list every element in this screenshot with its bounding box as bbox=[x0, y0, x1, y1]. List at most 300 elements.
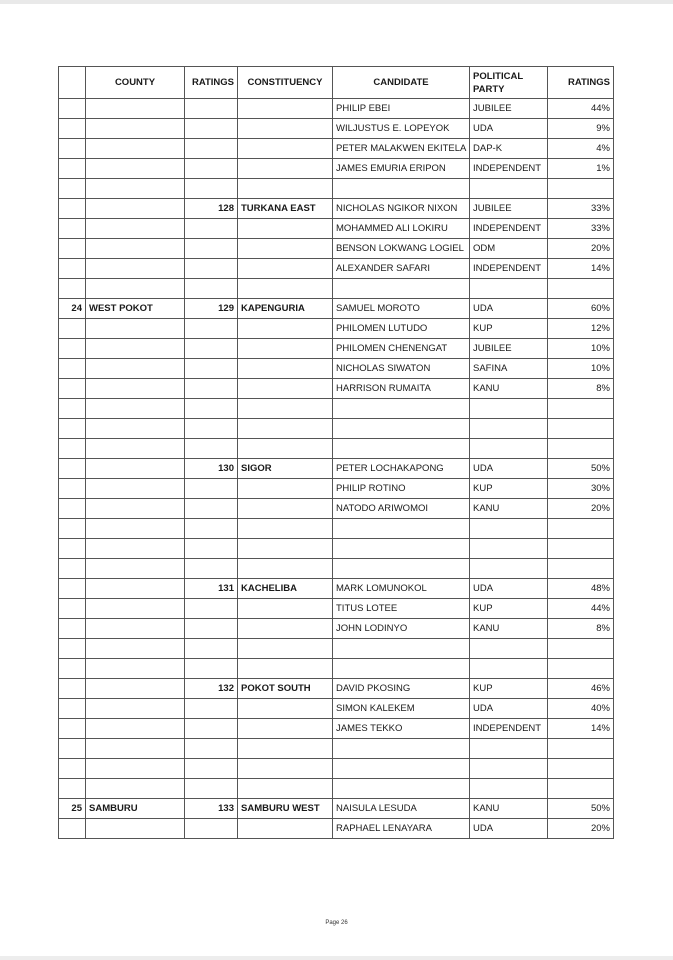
cell-rating bbox=[548, 279, 614, 299]
top-edge-band bbox=[0, 0, 673, 4]
cell-county bbox=[86, 399, 185, 419]
cell-county-ratings bbox=[185, 179, 238, 199]
cell-constituency bbox=[238, 599, 333, 619]
cell-number bbox=[59, 359, 86, 379]
cell-party: KUP bbox=[470, 599, 548, 619]
table-row bbox=[59, 399, 614, 419]
cell-candidate: NAISULA LESUDA bbox=[333, 799, 470, 819]
cell-county-ratings bbox=[185, 359, 238, 379]
table-row bbox=[59, 559, 614, 579]
cell-county-ratings bbox=[185, 819, 238, 839]
cell-candidate bbox=[333, 739, 470, 759]
table-row bbox=[59, 339, 614, 359]
cell-number bbox=[59, 759, 86, 779]
cell-number bbox=[59, 599, 86, 619]
cell-party: SAFINA bbox=[470, 359, 548, 379]
table-body bbox=[59, 99, 614, 839]
table-row bbox=[59, 139, 614, 159]
cell-candidate: NATODO ARIWOMOI bbox=[333, 499, 470, 519]
cell-constituency bbox=[238, 399, 333, 419]
cell-constituency bbox=[238, 559, 333, 579]
cell-county-ratings bbox=[185, 99, 238, 119]
ratings-table bbox=[58, 66, 614, 839]
cell-candidate: MARK LOMUNOKOL bbox=[333, 579, 470, 599]
cell-rating: 14% bbox=[548, 259, 614, 279]
cell-rating: 20% bbox=[548, 499, 614, 519]
cell-county-ratings bbox=[185, 439, 238, 459]
table-row bbox=[59, 599, 614, 619]
cell-county-ratings bbox=[185, 479, 238, 499]
cell-rating bbox=[548, 779, 614, 799]
cell-number bbox=[59, 499, 86, 519]
cell-county-ratings bbox=[185, 739, 238, 759]
cell-constituency bbox=[238, 339, 333, 359]
cell-county: SAMBURU bbox=[86, 799, 185, 819]
cell-rating: 46% bbox=[548, 679, 614, 699]
cell-number bbox=[59, 119, 86, 139]
cell-rating bbox=[548, 419, 614, 439]
cell-county bbox=[86, 119, 185, 139]
cell-rating: 30% bbox=[548, 479, 614, 499]
cell-number bbox=[59, 479, 86, 499]
cell-constituency: SIGOR bbox=[238, 459, 333, 479]
cell-constituency bbox=[238, 539, 333, 559]
cell-party: KANU bbox=[470, 619, 548, 639]
cell-county bbox=[86, 379, 185, 399]
cell-rating: 50% bbox=[548, 459, 614, 479]
cell-candidate: NICHOLAS SIWATON bbox=[333, 359, 470, 379]
cell-candidate: PETER LOCHAKAPONG bbox=[333, 459, 470, 479]
cell-constituency bbox=[238, 659, 333, 679]
cell-county bbox=[86, 599, 185, 619]
cell-rating: 60% bbox=[548, 299, 614, 319]
cell-county-ratings bbox=[185, 219, 238, 239]
table-row bbox=[59, 239, 614, 259]
cell-party: KUP bbox=[470, 679, 548, 699]
table-row bbox=[59, 259, 614, 279]
cell-candidate bbox=[333, 419, 470, 439]
cell-candidate: PETER MALAKWEN EKITELA bbox=[333, 139, 470, 159]
cell-rating: 20% bbox=[548, 819, 614, 839]
cell-party: KANU bbox=[470, 799, 548, 819]
cell-rating bbox=[548, 639, 614, 659]
cell-party: INDEPENDENT bbox=[470, 259, 548, 279]
cell-rating: 12% bbox=[548, 319, 614, 339]
cell-rating: 50% bbox=[548, 799, 614, 819]
cell-candidate: WILJUSTUS E. LOPEYOK bbox=[333, 119, 470, 139]
cell-rating: 33% bbox=[548, 199, 614, 219]
cell-county-ratings bbox=[185, 379, 238, 399]
cell-candidate: NICHOLAS NGIKOR NIXON bbox=[333, 199, 470, 219]
cell-rating: 8% bbox=[548, 379, 614, 399]
cell-party: DAP-K bbox=[470, 139, 548, 159]
cell-candidate: JOHN LODINYO bbox=[333, 619, 470, 639]
cell-constituency bbox=[238, 239, 333, 259]
cell-number bbox=[59, 199, 86, 219]
cell-county bbox=[86, 819, 185, 839]
cell-constituency bbox=[238, 619, 333, 639]
cell-party: UDA bbox=[470, 579, 548, 599]
cell-number bbox=[59, 459, 86, 479]
cell-party bbox=[470, 179, 548, 199]
cell-rating: 44% bbox=[548, 99, 614, 119]
cell-rating: 40% bbox=[548, 699, 614, 719]
cell-candidate: JAMES TEKKO bbox=[333, 719, 470, 739]
cell-county-ratings bbox=[185, 699, 238, 719]
table-row bbox=[59, 459, 614, 479]
cell-party: JUBILEE bbox=[470, 199, 548, 219]
cell-party bbox=[470, 639, 548, 659]
cell-county-ratings bbox=[185, 399, 238, 419]
header-county: COUNTY bbox=[86, 67, 185, 99]
cell-number bbox=[59, 419, 86, 439]
table-row bbox=[59, 479, 614, 499]
cell-constituency: TURKANA EAST bbox=[238, 199, 333, 219]
cell-rating bbox=[548, 739, 614, 759]
cell-number bbox=[59, 319, 86, 339]
cell-county bbox=[86, 359, 185, 379]
cell-county bbox=[86, 439, 185, 459]
cell-county bbox=[86, 479, 185, 499]
cell-constituency: POKOT SOUTH bbox=[238, 679, 333, 699]
cell-county-ratings bbox=[185, 339, 238, 359]
cell-candidate bbox=[333, 559, 470, 579]
table-row bbox=[59, 579, 614, 599]
cell-number bbox=[59, 559, 86, 579]
table-row bbox=[59, 499, 614, 519]
cell-constituency bbox=[238, 159, 333, 179]
cell-county-ratings: 128 bbox=[185, 199, 238, 219]
cell-number bbox=[59, 99, 86, 119]
cell-candidate: PHILOMEN LUTUDO bbox=[333, 319, 470, 339]
cell-county-ratings: 130 bbox=[185, 459, 238, 479]
cell-county bbox=[86, 239, 185, 259]
cell-party bbox=[470, 759, 548, 779]
cell-constituency bbox=[238, 259, 333, 279]
cell-constituency bbox=[238, 139, 333, 159]
cell-county-ratings bbox=[185, 539, 238, 559]
cell-party: UDA bbox=[470, 299, 548, 319]
table-row bbox=[59, 379, 614, 399]
cell-party: UDA bbox=[470, 459, 548, 479]
cell-county-ratings bbox=[185, 659, 238, 679]
table-row bbox=[59, 179, 614, 199]
cell-rating: 8% bbox=[548, 619, 614, 639]
cell-rating bbox=[548, 539, 614, 559]
cell-constituency bbox=[238, 779, 333, 799]
cell-county-ratings bbox=[185, 119, 238, 139]
cell-candidate: BENSON LOKWANG LOGIEL bbox=[333, 239, 470, 259]
cell-candidate bbox=[333, 439, 470, 459]
cell-rating bbox=[548, 519, 614, 539]
cell-county bbox=[86, 659, 185, 679]
cell-candidate: DAVID PKOSING bbox=[333, 679, 470, 699]
cell-county bbox=[86, 679, 185, 699]
table-row bbox=[59, 199, 614, 219]
cell-constituency bbox=[238, 759, 333, 779]
table-row bbox=[59, 619, 614, 639]
cell-county bbox=[86, 579, 185, 599]
cell-constituency bbox=[238, 499, 333, 519]
table-row bbox=[59, 819, 614, 839]
cell-county bbox=[86, 559, 185, 579]
cell-rating bbox=[548, 439, 614, 459]
cell-candidate: PHILOMEN CHENENGAT bbox=[333, 339, 470, 359]
cell-number bbox=[59, 219, 86, 239]
cell-party: INDEPENDENT bbox=[470, 219, 548, 239]
cell-party: INDEPENDENT bbox=[470, 719, 548, 739]
table-row bbox=[59, 659, 614, 679]
cell-constituency: KAPENGURIA bbox=[238, 299, 333, 319]
table-row bbox=[59, 719, 614, 739]
header-party-line1: POLITICAL bbox=[473, 70, 524, 82]
cell-candidate bbox=[333, 659, 470, 679]
cell-county-ratings bbox=[185, 319, 238, 339]
cell-county-ratings bbox=[185, 559, 238, 579]
cell-candidate: PHILIP EBEI bbox=[333, 99, 470, 119]
cell-constituency bbox=[238, 99, 333, 119]
cell-number bbox=[59, 579, 86, 599]
cell-number bbox=[59, 159, 86, 179]
cell-county bbox=[86, 459, 185, 479]
cell-candidate bbox=[333, 179, 470, 199]
table-row bbox=[59, 219, 614, 239]
cell-candidate bbox=[333, 519, 470, 539]
cell-candidate bbox=[333, 779, 470, 799]
cell-rating: 9% bbox=[548, 119, 614, 139]
cell-candidate: RAPHAEL LENAYARA bbox=[333, 819, 470, 839]
cell-party: UDA bbox=[470, 699, 548, 719]
cell-constituency bbox=[238, 439, 333, 459]
cell-constituency bbox=[238, 479, 333, 499]
cell-candidate bbox=[333, 639, 470, 659]
bottom-edge-band bbox=[0, 956, 673, 960]
cell-party: INDEPENDENT bbox=[470, 159, 548, 179]
cell-rating: 33% bbox=[548, 219, 614, 239]
cell-rating: 10% bbox=[548, 359, 614, 379]
cell-constituency bbox=[238, 359, 333, 379]
cell-party: JUBILEE bbox=[470, 339, 548, 359]
cell-county bbox=[86, 339, 185, 359]
table-row bbox=[59, 779, 614, 799]
cell-number bbox=[59, 399, 86, 419]
cell-rating: 14% bbox=[548, 719, 614, 739]
cell-candidate: JAMES EMURIA ERIPON bbox=[333, 159, 470, 179]
cell-constituency bbox=[238, 179, 333, 199]
cell-number bbox=[59, 279, 86, 299]
cell-county-ratings bbox=[185, 619, 238, 639]
cell-constituency bbox=[238, 639, 333, 659]
cell-county-ratings bbox=[185, 759, 238, 779]
cell-county bbox=[86, 139, 185, 159]
cell-party bbox=[470, 279, 548, 299]
cell-number bbox=[59, 639, 86, 659]
cell-constituency bbox=[238, 699, 333, 719]
cell-candidate: SAMUEL MOROTO bbox=[333, 299, 470, 319]
cell-number bbox=[59, 519, 86, 539]
cell-party: UDA bbox=[470, 119, 548, 139]
cell-party bbox=[470, 779, 548, 799]
cell-county-ratings bbox=[185, 279, 238, 299]
cell-number bbox=[59, 259, 86, 279]
cell-candidate: ALEXANDER SAFARI bbox=[333, 259, 470, 279]
cell-party: ODM bbox=[470, 239, 548, 259]
cell-party bbox=[470, 519, 548, 539]
header-ratings: RATINGS bbox=[548, 67, 614, 99]
cell-number bbox=[59, 719, 86, 739]
page-number: Page 26 bbox=[325, 920, 348, 926]
table-row bbox=[59, 679, 614, 699]
cell-county-ratings: 133 bbox=[185, 799, 238, 819]
cell-candidate bbox=[333, 399, 470, 419]
cell-constituency bbox=[238, 519, 333, 539]
header-county-ratings: RATINGS bbox=[185, 67, 238, 99]
cell-party: KANU bbox=[470, 379, 548, 399]
cell-county bbox=[86, 279, 185, 299]
table-row bbox=[59, 419, 614, 439]
cell-county-ratings bbox=[185, 259, 238, 279]
cell-candidate bbox=[333, 759, 470, 779]
cell-number bbox=[59, 739, 86, 759]
cell-party bbox=[470, 659, 548, 679]
header-row bbox=[59, 67, 614, 99]
cell-county-ratings bbox=[185, 499, 238, 519]
cell-number bbox=[59, 779, 86, 799]
cell-party: UDA bbox=[470, 819, 548, 839]
cell-county bbox=[86, 179, 185, 199]
cell-county bbox=[86, 199, 185, 219]
cell-county bbox=[86, 779, 185, 799]
cell-party: JUBILEE bbox=[470, 99, 548, 119]
cell-county-ratings bbox=[185, 639, 238, 659]
cell-county bbox=[86, 759, 185, 779]
header-candidate: CANDIDATE bbox=[333, 67, 470, 99]
cell-constituency bbox=[238, 419, 333, 439]
table-row bbox=[59, 99, 614, 119]
table-row bbox=[59, 299, 614, 319]
cell-county: WEST POKOT bbox=[86, 299, 185, 319]
cell-number bbox=[59, 619, 86, 639]
cell-candidate bbox=[333, 279, 470, 299]
cell-county bbox=[86, 519, 185, 539]
cell-county-ratings: 129 bbox=[185, 299, 238, 319]
table-row bbox=[59, 439, 614, 459]
table-row bbox=[59, 539, 614, 559]
cell-rating: 4% bbox=[548, 139, 614, 159]
table-row bbox=[59, 359, 614, 379]
cell-rating: 10% bbox=[548, 339, 614, 359]
cell-party: KUP bbox=[470, 479, 548, 499]
cell-county-ratings bbox=[185, 139, 238, 159]
cell-candidate: TITUS LOTEE bbox=[333, 599, 470, 619]
header-party-line2: PARTY bbox=[473, 83, 505, 95]
cell-rating bbox=[548, 759, 614, 779]
cell-county bbox=[86, 539, 185, 559]
cell-constituency bbox=[238, 739, 333, 759]
cell-county-ratings bbox=[185, 599, 238, 619]
cell-number bbox=[59, 239, 86, 259]
cell-number bbox=[59, 659, 86, 679]
cell-rating bbox=[548, 559, 614, 579]
table-row bbox=[59, 279, 614, 299]
cell-number bbox=[59, 819, 86, 839]
cell-party bbox=[470, 559, 548, 579]
cell-constituency bbox=[238, 119, 333, 139]
cell-county bbox=[86, 319, 185, 339]
cell-county bbox=[86, 159, 185, 179]
cell-rating: 1% bbox=[548, 159, 614, 179]
cell-constituency: KACHELIBA bbox=[238, 579, 333, 599]
cell-constituency bbox=[238, 219, 333, 239]
cell-constituency: SAMBURU WEST bbox=[238, 799, 333, 819]
cell-number: 24 bbox=[59, 299, 86, 319]
cell-party: KANU bbox=[470, 499, 548, 519]
table-row bbox=[59, 799, 614, 819]
cell-county bbox=[86, 619, 185, 639]
cell-county-ratings bbox=[185, 159, 238, 179]
cell-county-ratings bbox=[185, 779, 238, 799]
cell-candidate: HARRISON RUMAITA bbox=[333, 379, 470, 399]
table-row bbox=[59, 739, 614, 759]
cell-county bbox=[86, 219, 185, 239]
cell-rating bbox=[548, 659, 614, 679]
cell-county-ratings bbox=[185, 519, 238, 539]
cell-party bbox=[470, 419, 548, 439]
cell-rating: 20% bbox=[548, 239, 614, 259]
cell-county bbox=[86, 99, 185, 119]
cell-constituency bbox=[238, 379, 333, 399]
cell-party bbox=[470, 399, 548, 419]
cell-county bbox=[86, 639, 185, 659]
cell-rating bbox=[548, 179, 614, 199]
cell-county-ratings bbox=[185, 239, 238, 259]
cell-candidate: MOHAMMED ALI LOKIRU bbox=[333, 219, 470, 239]
table-row bbox=[59, 639, 614, 659]
cell-rating: 44% bbox=[548, 599, 614, 619]
cell-number: 25 bbox=[59, 799, 86, 819]
table-row bbox=[59, 699, 614, 719]
header-political-party bbox=[470, 67, 548, 99]
table-row bbox=[59, 159, 614, 179]
cell-party: KUP bbox=[470, 319, 548, 339]
cell-number bbox=[59, 379, 86, 399]
cell-rating bbox=[548, 399, 614, 419]
table-row bbox=[59, 319, 614, 339]
cell-number bbox=[59, 179, 86, 199]
cell-number bbox=[59, 539, 86, 559]
cell-party bbox=[470, 439, 548, 459]
cell-candidate: SIMON KALEKEM bbox=[333, 699, 470, 719]
cell-county bbox=[86, 719, 185, 739]
cell-county bbox=[86, 419, 185, 439]
cell-constituency bbox=[238, 319, 333, 339]
cell-candidate: PHILIP ROTINO bbox=[333, 479, 470, 499]
cell-county bbox=[86, 259, 185, 279]
cell-constituency bbox=[238, 819, 333, 839]
cell-candidate bbox=[333, 539, 470, 559]
cell-number bbox=[59, 679, 86, 699]
cell-number bbox=[59, 439, 86, 459]
table-row bbox=[59, 759, 614, 779]
cell-number bbox=[59, 699, 86, 719]
cell-number bbox=[59, 339, 86, 359]
header-number bbox=[59, 67, 86, 99]
cell-county bbox=[86, 699, 185, 719]
table-row bbox=[59, 119, 614, 139]
cell-county-ratings: 132 bbox=[185, 679, 238, 699]
cell-constituency bbox=[238, 719, 333, 739]
cell-party bbox=[470, 739, 548, 759]
